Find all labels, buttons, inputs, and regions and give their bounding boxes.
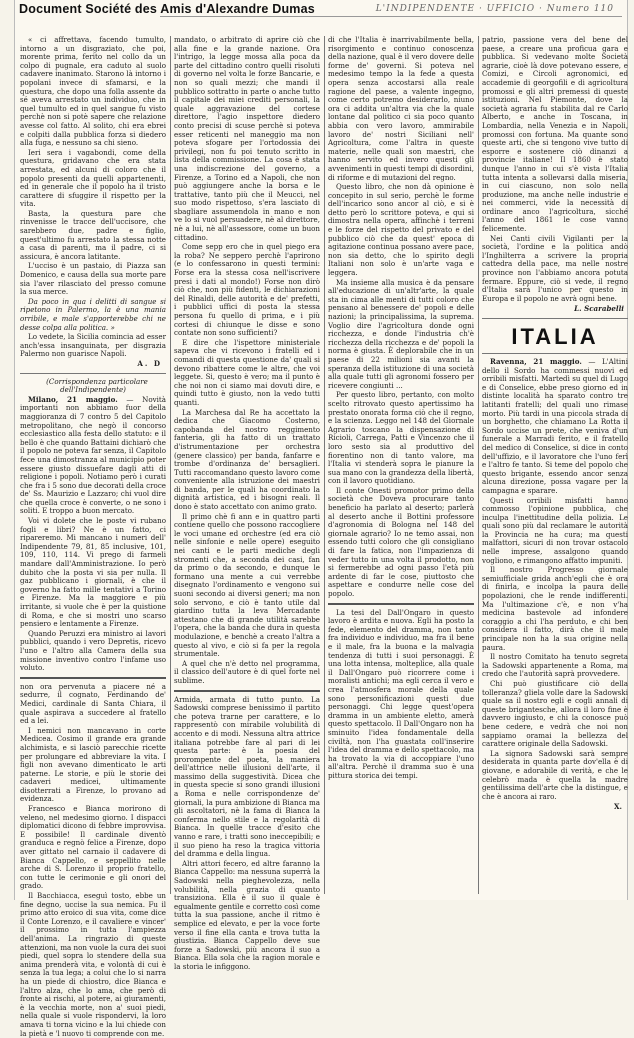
paragraph: L'ucciso è un pastaio, di Piazza san Domenico, e causa della sua morte pare sia l'aver rilasciato del presso comune la sua merce.	[20, 261, 166, 297]
paragraph: Quando Peruzzi era ministro ai lavori pubblici, quando i vero Depretis, ricevo l'uno e l'altro alla Camera della sua missione inventivo contro l'infame uso voluto.	[20, 628, 166, 673]
paragraph: mandato, o arbitrato di aprire ciò che alla fine e la grande nazione. Ora l'intrigo, la legge mossa alla poca da parte del cittadino contro quelli risoluti di governo nel volta le forze Bancarie, e non so quali mezzi; che mandi il pubblico sottratto in parte o anche tutto il capitale dei miei crediti personali, la quale aggravazione del cortese direttore, l'agio inspettore diedero conto precisi di scuse perchè si poteva esser reticenti nel maneggio ma non poteva sfogare per l'ortodossia dei privilegi, non fu poi tenuto scritto in lista della commissione. La cosa è stata una indiscrezione del governo, a Firenze, a Torino ed a Napoli, che non può aggiungere anche la borsa e le trattative, tanto più che il Meucci, nel suo modo rispettoso, s'era lasciato di sbagliare assumendola in mano e non ve lo si vuol persuadere, nè al direttore, nè a lui, nè all'assessore, come un buon cittadino.	[174, 35, 320, 242]
divider	[328, 603, 474, 605]
paragraph: Il nostro Progresso giornale semiufficiale grida anch'egli che è ora di finirla, e incolpa la paura delle popolazioni, che le rende indifferenti. Ma l'ultimazione c'è, e non v'ha medicina bastevole ad infondere coraggio a chi l'ha perduto, e chi ben considera il fatto, dirà che il male principale non ha la sua origine nella paura.	[482, 565, 628, 652]
signature: A. D	[137, 358, 162, 368]
quote-paragraph: Da poco in qua i delitti di sangue si ripetono in Palermo, la è una mania orribile, e male s'apporterebbe chi ne desse colpa alla politica. »	[20, 296, 166, 332]
column-rule	[324, 36, 325, 894]
paragraph: Francesco e Bianca morirono di veleno, nel medesimo giorno. I dispacci diplomatici dicono di febbre improvvisa. E possibile! Il cardinale diventò granduca e regnò felice a Firenze, dopo aver gittato nel carnaio il cadavere di Bianca Cappello, e seppellito nelle arche di S. Lorenzo il proprio fratello, con tutte le cerimonie e gli onori del grado.	[20, 804, 166, 891]
paragraph: Lo vedete, la Sicilia comincia ad esser anch'essa insanguinata, per disgrazia Palermo non guarisce Napoli.	[20, 332, 166, 359]
column-2	[174, 35, 320, 971]
column-rule	[478, 36, 479, 894]
paragraph: Voi vi dolete che le poste vi rubano fogli e libri? Ne è un fatto, ci ripareremo. Mi mancano i numeri dell' Indipendente 79, 81, 85 inclusive, 101, 109, 110, 114. Vi prego di farmeli mandare dall'Amministrazione. Io però dubito che la posta vi sia per nulla. Il gaz pubblicano i giornali, è che il governo ha fatto mille tentativi a Torino e Firenze. Ma la maggiore e più irritante, si vuole che è per la quistione di Roma, e che si mostri uno scarso pensiero e lentamente a Firenze.	[20, 516, 166, 629]
divider	[20, 373, 166, 374]
paragraph: Il nostro Comitato ha tenuto segreta la Sadowski appartenente a Roma, ma credo che l'autorità saprà provvedere.	[482, 652, 628, 679]
paragraph: Ma insieme alla musica è da pensare all'educazione di un'altr'arte, la quale sta in cima alle menti di tutti coloro che pensano al benessere de' popoli e delle nazioni; la principalissima, la suprema. Voglio dire l'agricoltura donde ogni ricchezza, e donde l'industria ch'è ricchezza della ricchezza e de' popoli la norma è giusta. È deplorabile che in un paese di 22 milioni sia avanti la speranza della istituzione di una società alla quale tutti gli agronomi fossero per ricevere congiunti ...	[328, 277, 474, 390]
column-4	[482, 36, 628, 894]
paragraph: La signora Sadowski sarà sempre desiderata in quanta parte dov'ella è di giovane, e adorabile di verità, e che le celebrò mada è quella la madre gentilissima dell'arte che la distingue, e che è ancora ai raro.	[482, 748, 628, 801]
paragraph: Il conte Onesti promotor primo della società che Doveva procurare tanto beneficio ha parlato al deserto; parlerà al deserto anche il Bottini professore d'agronomia di Bologna nel 148 del giornale agrario? Io ne temo assai, non essendo tutti coloro che gli consigliano di fare la fatica, non l'impazienza di veder tutto in una volta il prodotto, non si fermerebbe ad ogni passo l'età più ardente di far le cose, piuttosto che aspettare e condurre nelle cose del popolo.	[328, 485, 474, 598]
columns-container	[20, 35, 628, 1038]
divider	[482, 353, 628, 354]
paragraph: I nemici non mancavano in corte Medicea. Cosimo il grande era grande alchimista, e si lasciò parecchie ricette per prolungare ed abbreviare la vita. I figli non avevano dimenticato le arti paterne. Le storie, e più le storie dei cadaveri medicei, ultimamente disotterrati a Firenze, lo provano ad evidenza.	[20, 725, 166, 804]
watermark: Document Société des Amis d'Alexandre Dumas	[16, 2, 318, 16]
section-heading: ITALIA	[511, 324, 599, 349]
paragraph: Armida, armata di tutto punto. La Sadowski comprese benissimo il partito che poteva trarne per carattere, e lo rappresentò con mirabile volubilità di accento e di modi. Nessuna altra attrice italiana potrebbe fare al pari di lei questa parte: è la poesia del prorompente del poeta, la maniera dell'attrice nelle illusioni dell'arte, il massimo della suggestività. Dicea che in questa specie si sono grandi illusioni a Roma e nelle corrispondenze de' giornali, la pura ambizione di Bianca ma gli ascoltatori, nè la fama di Bianca la conferma nello stile e la regolarità di Bianca. In quelle tracce d'esito che vanno e rare, i tratti sono ineccepibili; e il suo pieno ha reso la tragica vittoria del dramma e della lingua.	[174, 694, 320, 859]
paragraph: Ieri sera i vagabondi, come della questura, gridavano che era stata arrestata, ed alcuni di coloro che il popolo presenti da quelli appartenenti, ed in generale che il popolo ha il tristo carattere di sfuggire il rispetto per la vita.	[20, 147, 166, 209]
paragraph: patrio, passione vera del bene del paese, a creare una proficua gara e pubblica. Si vedevano molte Società agrarie, cioè là dove potevano essere, e Comizi, e Circoli agronomici, ed accademie di georgofili e di agricoltura promossi e gli altri premessi di queste istituzioni. Nel Piemonte, dove la società agraria fu stabilita dal re Carlo Alberto, e anche in Toscana, in Lombardia, nella Venezia e in Napoli, promossi con fortuna. Ma quante sono queste arti, che si tengono vive tutto di esporre e sostenere ciò dinanzi a provincie italiane! Il 1860 è stato dunque l'anno in cui s'è vista l'Italia tutta intenta a sollevarsi dalla miseria, in cui ciascuno, non solo nella produzione, ma anche nelle industrie e nei commerci, vide la necessità di ordinare anco l'agricoltura, sicché l'anno del 1861 le cose vanno felicemente.	[482, 35, 628, 234]
paragraph-text: — Novità importanti non abbiamo fuor della maggioranza di 7 contro 5 del Capitolo metropolitano, che negò il concorso ecclesiastico alla festa dello statuto: e il bello è che quando Battaini dichiarò che il popolo ne poteva far senza, il Capitolo fece una dimostranza al municipio poter essere giusto dissuefare dagli atti di religione i popoli. Notiamo però i curati che fra i 5 sono due decorati della croce de' Ss. Maurizio e Lazzaro; chi vuol dire che quella croce è converte, o ne sono i soliti. E troppo a buon mercato.	[20, 394, 166, 516]
paragraph: Come sepp ero che in quel piego era la roba? Ne seppero perchè l'aprirono (e lo confessarono in questi termini: Forse era la stessa cosa nell'iscrivere presi i dati al mondo!) Forse non dirò ciò che, non più fidenti, le dichiarazioni del Rinaldi, delle autorità e de' prefetti, i pubblici uffici di posta la stessa persona fu quello di prima, e i più cortesi di chiunque le disse e sono contate non sono sufficienti?	[174, 242, 320, 338]
paragraph: La tesi del Dall'Ongaro in questo lavoro è ardita e nuova. Egli ha posto la fede, elemento del dramma, non tanto fra individuo e individuo, ma fra il bene e il male, fra la buona e la malvagia tendenza di tutti i suoi personaggi. È una lotta intensa, molteplice, alla quale il Dall'Ongaro può ricorrere come i moralisti antichi; ma egli cerca il vero e crea l'atmosfera morale della quale sono personificazioni questi due personaggi. Chi legge quest'opera dramma in un ambiente eletto, amerà questo spettacolo. Il Dall'Ongaro non ha sminuito l'idea fondamentale della civiltà, non l'ha guastata coll'inserire l'idea del dramma e dello spettacolo, ma ha trovato la via di accoppiare l'uno all'altra. Perchè il dramma suo è una pittura storica dei tempi.	[328, 607, 474, 780]
correspondence-heading: (Corrispondenza particolare dell'Indipendente)	[46, 376, 148, 395]
paragraph	[20, 396, 166, 516]
paragraph-text: — L'Altini dello il Sordo ha commessi nuovi ed orribili misfatti. Martedì su quel di Lugo e di Conselice, ebbe preso giorno ed in distinte località ha sparato contro tre latitanti fratelli; del quali uno rimase morto. Più tardi in una piccola strada di un borghetto, che chiamano La Rotta il Sordo uccise un prete, che veniva d'un funerale a Marradi ferito, e il fratello del medico di Conselice, si dice in conto dell'uffizio, e il lavoratore che l'uno ferì e l'altro fe tanto. Si teme del popolo che questo brigante, essendo ancor senza alcuna direzione, possa vagare per la campagna e sparare.	[482, 357, 628, 495]
paragraph: Basta, la questura pare che rinvenisse le tracce dell'uccisore, che sarebbero due, padre e figlio, quest'ultimo fu arrestato la stessa notte a casa di parenti, ma il padre, ci si assicura, è ancora latitante.	[20, 208, 166, 261]
paragraph: di che l'Italia è inarrivabilmente bella, risorgimento e continuo conoscenza della nazione, qual è il vero dovere delle forme de' governi. Si poteva nel medesimo tempo la la fede a questa opera senza accostarsi alla reale ragione del paese, a valente ingegno, come certo potremo desiderarlo, niuno ora ci addita un'altra via che la quale lontane dal politico ci sia poco quanto abbia con vero lavoro, ammirabile lavoro de' nostri Siciliani nell' Agricoltura, come l'altra in queste materie, nelle quali son maestri, che hanno servito ed invero questi gli avvenimenti in questi tempi di disordini, di riforme e di mutazioni del regno.	[328, 35, 474, 182]
paragraph: Questo libro, che non dà opinione è concepito in sul serio, perchè le forme dell'incarico sono ancor al ciò, e si è detto però lo scrittore poteva, e qui si dimostra nella opera, affinchè i terreni e le forze del rispetto del privato e del pubblico ciò che da quest' epoca di agitazione continua possano avere pace, non sia detto, che lo spirito degli Italiani non solo è un'arte vaga e leggera.	[328, 182, 474, 278]
divider	[20, 677, 166, 679]
paragraph: non ora pervenuta a piacere né a sedurre, il cognato, Ferdinando de' Medici, cardinale di Santa Chiara, il quale aspirava a succedere al fratello ed a lei.	[20, 681, 166, 726]
divider	[482, 318, 628, 319]
dateline: Ravenna, 21 maggio.	[490, 357, 582, 366]
paragraph: A quel che n'è detto nel programma, il classico dell'autore è di quel forte nel sublime.	[174, 658, 320, 685]
divider	[174, 690, 320, 692]
column-3	[328, 36, 474, 894]
dateline: Milano, 21 maggio.	[28, 394, 118, 404]
paragraph: La Marchesa dal Re ha accettato la dedica che Giacomo Costerno, capobanda del nostro reggimento fanteria, gli ha fatto di un trattato d'istrumentazione per orchestra (genere classico) per banda, fanfarre e trombe d'ordinanza de' bersaglieri. Tutti raccomandano questo lavoro come conveniente alla istruzione dei maestri di banda, per le quali ha coordinato la dignità artistica, ed i bisogni reali. Il dono è stato accettato con animo grato.	[174, 407, 320, 512]
paragraph: Questi orribili misfatti hanno commosso l'opinione pubblica, che inculpa l'inettitudine della polizia. Le quali sono più dal reclamare le autorità la Provincia ne ha cura; ma questi malfattori, sicuri di non trovar ostacolo nelle imprese, assalgono quando vogliono, e rimangono affatto impuniti.	[482, 495, 628, 565]
paragraph: « ci affrettava, facendo tumulto, intorno a un disgraziato, che poi, morente prima, ferito nel collo da un colpo di pugnale, era caduto al suolo cadavere inanimato. Starono là intorno i popolani invece di sfamarsi, e la questura, che dopo una folla assente da sé aveva arrestato un individuo, che in quel tumulto ed in quel sangue fu visto perchè non si potè sapere che relazione avesse col fatto. Al solito, chi era ebrei e colpiti dalla pubblica forza si diedero alla fuga, e nessuno sa chi sieno.	[20, 35, 166, 148]
paragraph: Chi può giustificare ciò della tolleranza? gliela volle dare la Sadowski quale sa il nostro egli e cogli annali di queste brigantesche, allora il loro fine è davvero ingiusto, e chi la conosce può bene cedere, e vedrà che noi non sappiamo oramai la bellezza del carattere originale della Sadowski.	[482, 678, 628, 749]
column-1	[20, 35, 166, 1038]
signature: L. Scarabelli	[574, 304, 624, 314]
signature: X.	[614, 802, 622, 812]
masthead-text: L'INDIPENDENTE · UFFICIO · Numero 110	[375, 4, 614, 14]
paragraph: Per questo libro, pertanto, con molto scelto ritrovato questo apertissimo ha prestato onorata forma ciò che il regno, e la scienza. Leggo nel 148 del Giornale Agrario toscano la dispensazione di Ricioli, Carrega, Patti e Vincenzo che il loro sesto sia al produttivo del fiorentino non di tanto valore, ma l'Italia vi stenderà sopra le pianure la sua mano con la grandezza della libertà, con il lavoro quotidiano.	[328, 390, 474, 486]
paragraph	[482, 358, 628, 496]
paragraph: Nei Canti civili Vigilanti per la società, l'ordine e la politica andò l'Inghilterra a scrivere la propria cattedra della pace, ma nelle nostre province non l'abbiamo ancora potuta fermare. Eppure, ciò si vede, il regno d'Italia sarà l'unico per questo in Europa e il popolo ne avrà ogni bene.	[482, 233, 628, 303]
paragraph: E dire che l'ispettore ministeriale sapeva che vi ricevono i fratelli ed i comandi di questa questione da' quali si devono ribattere come le altre, che voi leggete. Si, questo è vero; ma il punto è che noi non ci siamo mai dovuti dire, e quindi tutto è giusto, non la vedo tutti quanti.	[174, 337, 320, 407]
column-rule	[170, 36, 171, 894]
paragraph: Il primo chè fi ann e in quattro parti contiene quello che possono raccogliere le voci umane ed orchestre (ed era ciò nelle sinfonie e nelle opere) eseguito nei canti e le parti mediche degli stromenti che, a seconda dei casi, fan da primo o da secondo, e dunque le formano una mente a cui verrebbe disegnato l'ordinamento e vengono sui suoni secondo ai diversi generi; ma non solo servono, e ciò è tanto utile dal giardino tutta la leva Mercadante attestano che di grande utilità sarebbe l'opera, che la banda che dura in questa modulazione, e benchè a creato l'altra a questo al vivo, e ciò si fa per la regola strumentale.	[174, 511, 320, 659]
paragraph: Altri attori fecero, ed altre faranno la Bianca Cappello: ma nessuna superrà la Sadowski nella pieghevolezza, nella volubilità, nella grazia di quanto transiziona. Ella è il suo il quale è egualmente gentile e corretto così come tutta la sua passione, anche il ritmo è semplice ed elevato, e per la voce forte verso il fine ella canta e trova tutta la giustizia. Bianca Cappello deve sue forze a Sadowski, più ancora il suo a Bianca. Ella sola che la ragion morale e la storia le infiggono.	[174, 858, 320, 971]
paragraph: Il Bacchiacca, eseguì tosto, ebbe un fine degno, uccise la sua nemica. Fu il primo atto eroico di sua vita, come dice il Conte Lorenzo, e il cavaliere e vincer' il prossimo in tutta l'ampiezza dell'anima. La ringrazio di queste attenzioni, ma non vuole la cura dei suoi piedi, quel sopra lo stendere della sua anima prenderà vita, e volontà di cui è senza la tua lega; a colui che lo si narra ha un piede di chiostro, dice Bianca e l'altro alza, che lo ama, che però di fronte ai rischi, al potere, ai giuramenti, è la vecchia morte, non a' suoi piedi, nella quale si vuole rispondervi, la loro amava ti torna vicino e la lui chiede con la pietà e 'l nuovo ti comprende con me.	[20, 891, 166, 1038]
